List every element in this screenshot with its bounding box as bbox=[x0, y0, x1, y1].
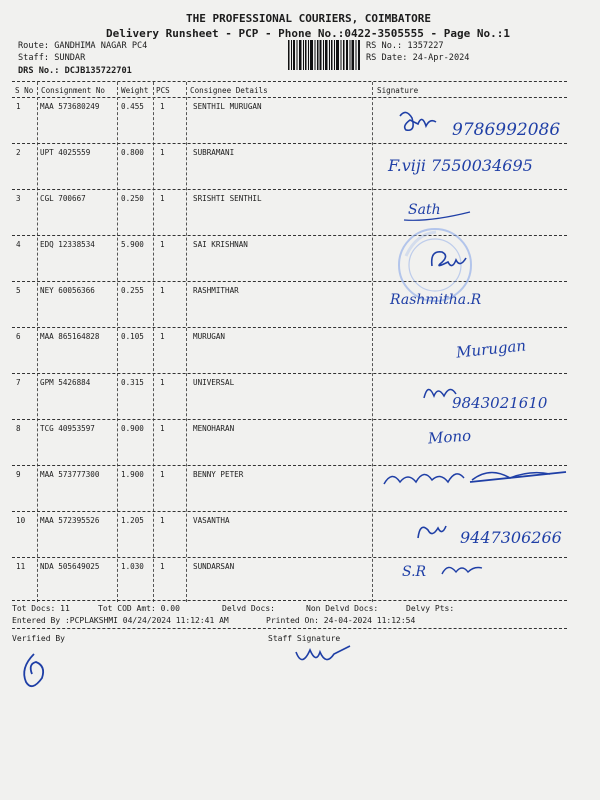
cell-consignee: SRISHTI SENTHIL bbox=[193, 194, 262, 203]
staff-label: Staff: SUNDAR bbox=[18, 53, 86, 63]
cell-pcs: 1 bbox=[160, 562, 165, 571]
cell-consignment: MAA 572395526 bbox=[40, 516, 100, 525]
signature-row-8: Mono bbox=[427, 426, 472, 448]
cell-sno: 5 bbox=[16, 286, 21, 295]
cell-sno: 9 bbox=[16, 470, 21, 479]
route-label: Route: GANDHIMA NAGAR PC4 bbox=[18, 41, 148, 51]
cell-weight: 0.105 bbox=[121, 332, 144, 341]
entered-by: Entered By :PCPLAKSHMI 04/24/2024 11:12:41 AM bbox=[12, 616, 229, 625]
cell-consignment: EDQ 12338534 bbox=[40, 240, 95, 249]
rs-number: RS No.: 1357227 bbox=[366, 41, 444, 51]
cell-pcs: 1 bbox=[160, 516, 165, 525]
cell-consignment: NDA 505649025 bbox=[40, 562, 100, 571]
cell-sno: 1 bbox=[16, 102, 21, 111]
cell-pcs: 1 bbox=[160, 194, 165, 203]
signature-row-7: 9843021610 bbox=[452, 394, 548, 412]
cell-sno: 6 bbox=[16, 332, 21, 341]
cell-pcs: 1 bbox=[160, 286, 165, 295]
cell-pcs: 1 bbox=[160, 332, 165, 341]
table-bottom-rule bbox=[12, 600, 567, 601]
cell-consignee: SENTHIL MURUGAN bbox=[193, 102, 262, 111]
cell-consignment: MAA 865164828 bbox=[40, 332, 100, 341]
cell-weight: 1.030 bbox=[121, 562, 144, 571]
col-header-weight: Weight bbox=[121, 86, 149, 95]
cell-consignment: NEY 60056366 bbox=[40, 286, 95, 295]
col-header-consignment: Consignment No bbox=[41, 86, 106, 95]
signature-scribble bbox=[438, 558, 488, 582]
signature-text: 9786992086 bbox=[452, 120, 561, 140]
printed-on: Printed On: 24-04-2024 11:12:54 bbox=[266, 616, 416, 625]
signature-row-11: S.R bbox=[402, 564, 427, 580]
cell-consignment: TCG 40953597 bbox=[40, 424, 95, 433]
col-header-consignee: Consignee Details bbox=[190, 86, 268, 95]
cell-consignee: MURUGAN bbox=[193, 332, 226, 341]
cell-pcs: 1 bbox=[160, 378, 165, 387]
cell-consignee: BENNY PETER bbox=[193, 470, 244, 479]
cell-consignment: GPM 5426884 bbox=[40, 378, 91, 387]
cell-sno: 11 bbox=[16, 562, 26, 571]
total-docs: Tot Docs: 11 bbox=[12, 604, 70, 613]
cell-consignee: VASANTHA bbox=[193, 516, 230, 525]
cell-consignee: SUNDARSAN bbox=[193, 562, 235, 571]
row-rule bbox=[12, 373, 567, 374]
cell-pcs: 1 bbox=[160, 102, 165, 111]
runsheet-subtitle: Delivery Runsheet - PCP - Phone No.:0422-3505555 - Page No.:1 bbox=[106, 27, 510, 40]
cell-weight: 0.315 bbox=[121, 378, 144, 387]
cell-weight: 5.900 bbox=[121, 240, 144, 249]
non-delivered-docs: Non Delvd Docs: bbox=[306, 604, 379, 613]
row-rule bbox=[12, 189, 567, 190]
cell-consignment: MAA 573777300 bbox=[40, 470, 100, 479]
company-title: THE PROFESSIONAL COURIERS, COIMBATORE bbox=[186, 12, 432, 25]
cell-weight: 0.455 bbox=[121, 102, 144, 111]
signature-row-3: Sath bbox=[408, 202, 441, 218]
staff-signature-label: Staff Signature bbox=[268, 634, 341, 643]
footer-rule bbox=[12, 628, 567, 629]
row-rule bbox=[12, 511, 567, 512]
cell-sno: 3 bbox=[16, 194, 21, 203]
cell-weight: 0.250 bbox=[121, 194, 144, 203]
cell-pcs: 1 bbox=[160, 424, 165, 433]
cell-consignment: CGL 700667 bbox=[40, 194, 86, 203]
table-row bbox=[0, 190, 600, 236]
signature-row-10: 9447306266 bbox=[460, 528, 562, 547]
cell-weight: 1.205 bbox=[121, 516, 144, 525]
cell-consignee: MENOHARAN bbox=[193, 424, 235, 433]
cell-weight: 0.900 bbox=[121, 424, 144, 433]
signature-row-4 bbox=[426, 244, 476, 274]
cell-consignee: UNIVERSAL bbox=[193, 378, 235, 387]
total-cod-amount: Tot COD Amt: 0.00 bbox=[98, 604, 180, 613]
cell-sno: 8 bbox=[16, 424, 21, 433]
signature-row-5: Rashmitha.R bbox=[390, 292, 482, 308]
table-row bbox=[0, 236, 600, 282]
table-row bbox=[0, 558, 600, 604]
barcode-image bbox=[288, 40, 360, 70]
delivered-docs: Delvd Docs: bbox=[222, 604, 275, 613]
cell-pcs: 1 bbox=[160, 470, 165, 479]
cell-consignee: RASHMITHAR bbox=[193, 286, 239, 295]
cell-sno: 4 bbox=[16, 240, 21, 249]
col-header-pcs: PCS bbox=[156, 86, 170, 95]
row-rule bbox=[12, 327, 567, 328]
row-rule bbox=[12, 419, 567, 420]
cell-consignee: SAI KRISHNAN bbox=[193, 240, 248, 249]
cell-sno: 2 bbox=[16, 148, 21, 157]
verified-by-label: Verified By bbox=[12, 634, 65, 643]
cell-consignment: UPT 4025559 bbox=[40, 148, 91, 157]
signature-row-1 bbox=[396, 104, 576, 148]
signature-row-9 bbox=[380, 460, 570, 496]
cell-pcs: 1 bbox=[160, 148, 165, 157]
row-rule bbox=[12, 281, 567, 282]
signature-row-2: F.viji 7550034695 bbox=[388, 156, 533, 175]
cell-consignee: SUBRAMANI bbox=[193, 148, 235, 157]
cell-sno: 7 bbox=[16, 378, 21, 387]
cell-weight: 0.800 bbox=[121, 148, 144, 157]
cell-pcs: 1 bbox=[160, 240, 165, 249]
delivery-points: Delvy Pts: bbox=[406, 604, 455, 613]
signature-scribble bbox=[412, 516, 452, 546]
col-header-sno: S No bbox=[15, 86, 34, 95]
table-row bbox=[0, 282, 600, 328]
signature-row-6: Murugan bbox=[455, 336, 527, 362]
drs-number: DRS No.: DCJB135722701 bbox=[18, 66, 132, 76]
staff-signature bbox=[290, 640, 360, 674]
cell-consignment: MAA 573680249 bbox=[40, 102, 100, 111]
rs-date: RS Date: 24-Apr-2024 bbox=[366, 53, 470, 63]
row-rule bbox=[12, 235, 567, 236]
col-header-signature: Signature bbox=[377, 86, 419, 95]
cell-weight: 0.255 bbox=[121, 286, 144, 295]
verified-signature bbox=[14, 648, 54, 698]
table-top-rule bbox=[12, 81, 567, 82]
signature-scribble bbox=[400, 200, 480, 224]
cell-sno: 10 bbox=[16, 516, 26, 525]
cell-weight: 1.900 bbox=[121, 470, 144, 479]
